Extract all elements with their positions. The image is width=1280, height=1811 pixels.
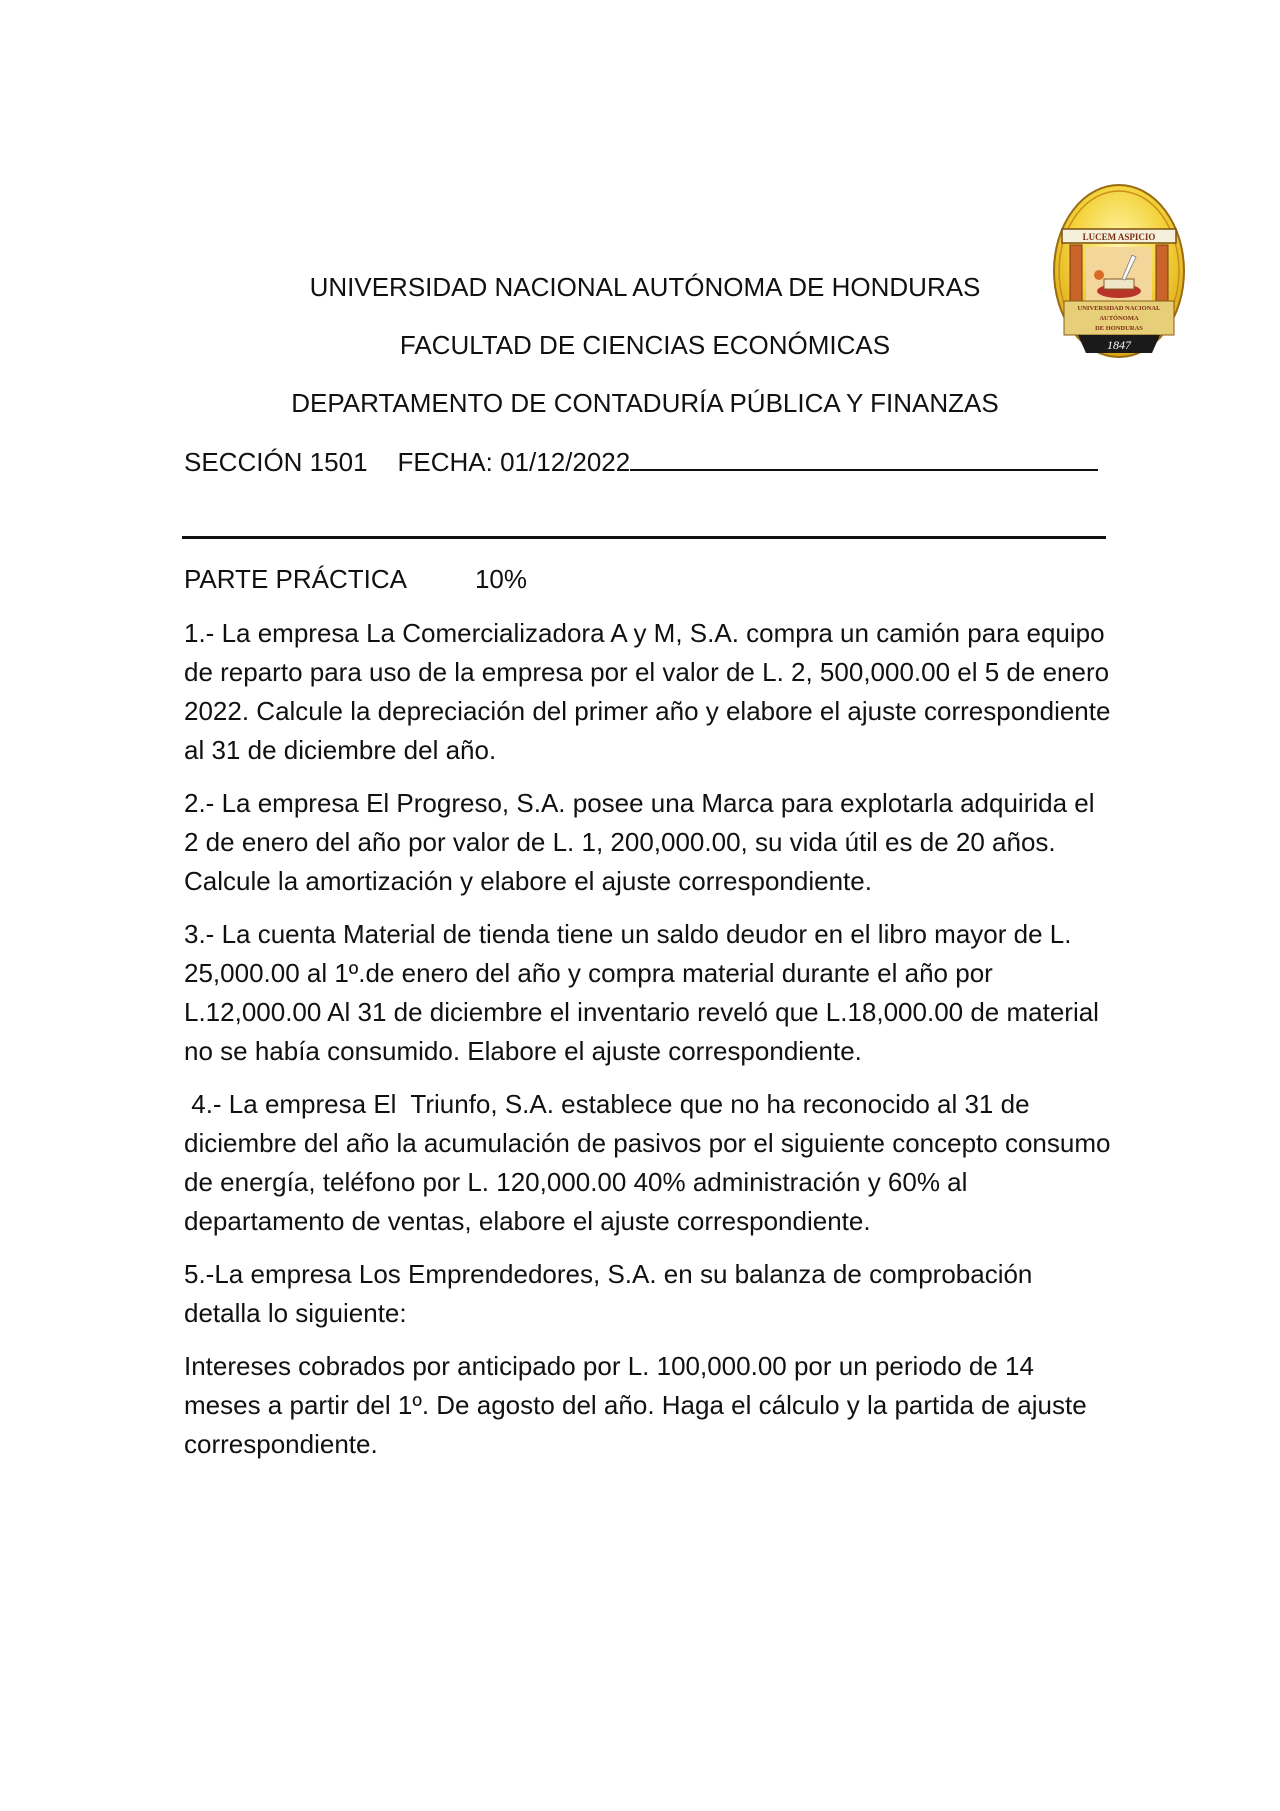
department-title: DEPARTAMENTO DE CONTADURÍA PÚBLICA Y FINANZAS xyxy=(291,388,999,418)
section-label: SECCIÓN 1501 xyxy=(184,447,368,477)
seal-name-line3: DE HONDURAS xyxy=(1095,325,1143,332)
section-date-line xyxy=(184,443,1098,479)
seal-year: 1847 xyxy=(1107,338,1131,352)
seal-name-line1: UNIVERSIDAD NACIONAL xyxy=(1077,305,1161,312)
seal-motto: LUCEM ASPICIO xyxy=(1082,232,1156,242)
name-blank-line xyxy=(630,443,1098,471)
seal-name-line2: AUTÓNOMA xyxy=(1099,315,1139,322)
question-5-detail xyxy=(184,1347,1114,1464)
question-text: 5.-La empresa Los Emprendedores, S.A. en su balanza de comprobación detalla lo siguiente: xyxy=(184,1259,1033,1328)
date-label: FECHA: 01/12/2022 xyxy=(397,447,631,477)
question-3 xyxy=(184,915,1114,1071)
question-2 xyxy=(184,784,1114,901)
question-text: 1.- La empresa La Comercializadora A y M, S.A. compra un camión para equipo de reparto para uso de la empresa por el valor de L. 2, 500,000.00 el 5 de enero 2022. Calcule la depreciación del primer año y elabore el ajuste correspondiente al 31 de diciembre del año. xyxy=(184,618,1111,765)
question-4 xyxy=(184,1085,1118,1241)
parte-title: PARTE PRÁCTICA xyxy=(184,564,407,594)
parte-practica-heading xyxy=(184,560,1114,599)
question-text: 2.- La empresa El Progreso, S.A. posee una Marca para explotarla adquirida el 2 de enero del año por valor de L. 1, 200,000.00, su vida útil es de 20 años. Calcule la amortización y elabore el ajuste correspondiente. xyxy=(184,788,1095,896)
question-text: 4.- La empresa El Triunfo, S.A. establece que no ha reconocido al 31 de diciembre del año la acumulación de pasivos por el siguiente concepto consumo de energía, teléfono por L. 120,000.00 40% administración y 60% al departamento de ventas, elabore el ajuste correspondiente. xyxy=(184,1089,1118,1236)
question-1 xyxy=(184,614,1114,770)
question-text: Intereses cobrados por anticipado por L. 100,000.00 por un periodo de 14 meses a partir del 1º. De agosto del año. Haga el cálculo y la partida de ajuste correspondiente. xyxy=(184,1351,1087,1459)
question-5 xyxy=(184,1255,1114,1333)
exam-content xyxy=(184,560,1118,1478)
header-divider xyxy=(182,536,1106,539)
university-title: UNIVERSIDAD NACIONAL AUTÓNOMA DE HONDURAS xyxy=(309,272,981,302)
parte-weight: 10% xyxy=(474,564,528,594)
faculty-title: FACULTAD DE CIENCIAS ECONÓMICAS xyxy=(399,330,891,360)
question-text: 3.- La cuenta Material de tienda tiene un saldo deudor en el libro mayor de L. 25,000.00 al 1º.de enero del año y compra material durante el año por L.12,000.00 Al 31 de diciembre el inventario reveló que L.18,000.00 de material no se había consumido. Elabore el ajuste correspondiente. xyxy=(184,919,1099,1066)
